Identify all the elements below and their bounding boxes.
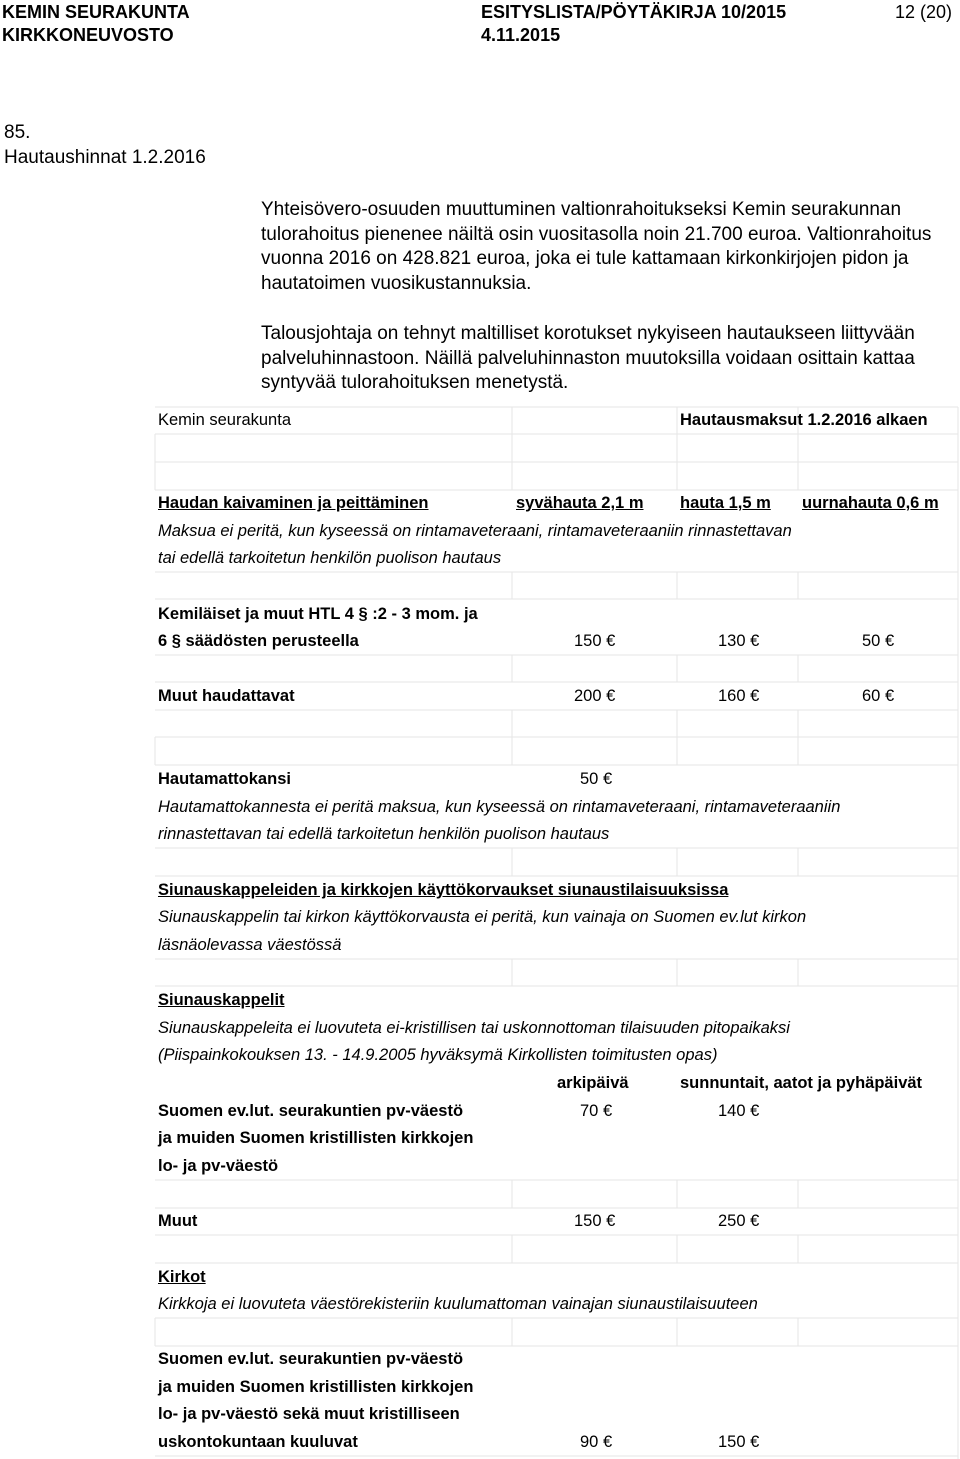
col-holiday: sunnuntait, aatot ja pyhäpäivät [680,1074,923,1092]
church-member-price-weekday: 90 € [580,1432,612,1452]
chapels-note-line1: Siunauskappeleita ei luovuteta ei-kristillisen tai uskonnottoman tilaisuuden pitopaikaksi [158,1019,790,1037]
col-deep-grave: syvähauta 2,1 m [516,494,644,512]
others-price-deep: 200 € [574,686,615,706]
chapel-member-line2: ja muiden Suomen kristillisten kirkkojen [158,1129,474,1147]
table-title: Hautausmaksut 1.2.2016 alkaen [680,411,928,429]
others-label: Muut haudattavat [158,687,295,705]
section-number: 85. [4,122,31,143]
col-grave: hauta 1,5 m [680,494,771,512]
paragraph-tax-change: Yhteisövero-osuuden muuttuminen valtionrahoitukseksi Kemin seurakunnan tulorahoitus pienenee näiltä osin vuositasolla noin 21.700 euroa. Valtionrahoitus vuonna 2016 on 428.821 euroa, joka ei tule kattamaan kirkonkirjojen pidon ja hautatoimen vuosikustannuksia. [261,199,932,294]
church-member-price-holiday: 150 € [718,1432,759,1452]
residents-price-deep: 150 € [574,631,615,651]
col-weekday: arkipäivä [557,1074,629,1092]
others-price-urn: 60 € [862,686,894,706]
document-type: ESITYSLISTA/PÖYTÄKIRJA 10/2015 [481,2,787,22]
chapel-others-price-weekday: 150 € [574,1211,615,1231]
church-member-line2: ja muiden Suomen kristillisten kirkkojen [158,1378,474,1396]
residents-price-grave: 130 € [718,631,759,651]
page-number: 12 (20) [895,2,953,22]
table-org: Kemin seurakunta [158,411,291,429]
chapel-others-label: Muut [158,1212,198,1230]
cover-note-line2: rinnastettavan tai edellä tarkoitetun henkilön puolison hautaus [158,825,610,843]
section-title: Hautaushinnat 1.2.2016 [4,147,206,168]
chapel-fees-note-line1: Siunauskappelin tai kirkon käyttökorvausta ei peritä, kun vainaja on Suomen ev.lut kirkon [158,908,807,926]
church-member-line1: Suomen ev.lut. seurakuntien pv-väestö [158,1350,464,1368]
others-price-grave: 160 € [718,686,759,706]
paragraph-price-increase: Talousjohtaja on tehnyt maltilliset korotukset nykyiseen hautaukseen liittyvään palveluhinnastoon. Näillä palveluhinnaston muutoksilla voidaan osittain kattaa syntyvää tulorahoituksen menetystä. [261,323,915,393]
cover-note-line1: Hautamattokannesta ei peritä maksua, kun kyseessä on rintamaveteraani, rintamaveteraaniin [158,798,841,816]
document-date: 4.11.2015 [481,25,561,45]
chapels-note-line2: (Piispainkokouksen 13. - 14.9.2005 hyväksymä Kirkollisten toimitusten opas) [158,1046,718,1064]
digging-note-line2: tai edellä tarkoitetun henkilön puolison hautaus [158,549,502,567]
residents-price-urn: 50 € [862,631,894,651]
cover-label: Hautamattokansi [158,770,291,788]
col-urn-grave: uurnahauta 0,6 m [802,494,939,512]
chapel-member-price-weekday: 70 € [580,1101,612,1121]
residents-label-line2: 6 § säädösten perusteella [158,632,359,650]
digging-note-line1: Maksua ei peritä, kun kyseessä on rintamaveteraani, rintamaveteraaniin rinnastettavan [158,522,792,540]
org-name: KEMIN SEURAKUNTA [2,2,190,22]
church-member-line3: lo- ja pv-väestö sekä muut kristilliseen [158,1405,460,1423]
churches-note: Kirkkoja ei luovuteta väestörekisteriin kuulumattoman vainajan siunaustilaisuuteen [158,1295,758,1313]
org-unit: KIRKKONEUVOSTO [2,25,174,45]
chapel-fees-heading: Siunauskappeleiden ja kirkkojen käyttökorvaukset siunaustilaisuuksissa [158,881,729,899]
chapels-heading: Siunauskappelit [158,991,285,1009]
churches-heading: Kirkot [158,1268,206,1286]
chapel-fees-note-line2: läsnäolevassa väestössä [158,936,342,954]
chapel-member-line3: lo- ja pv-väestö [158,1157,279,1175]
chapel-member-line1: Suomen ev.lut. seurakuntien pv-väestö [158,1102,464,1120]
church-member-line4: uskontokuntaan kuuluvat [158,1433,358,1451]
digging-heading: Haudan kaivaminen ja peittäminen [158,494,429,512]
chapel-member-price-holiday: 140 € [718,1101,759,1121]
chapel-others-price-holiday: 250 € [718,1211,759,1231]
residents-label-line1: Kemiläiset ja muut HTL 4 § :2 - 3 mom. ja [158,605,478,623]
cover-price: 50 € [580,769,612,789]
